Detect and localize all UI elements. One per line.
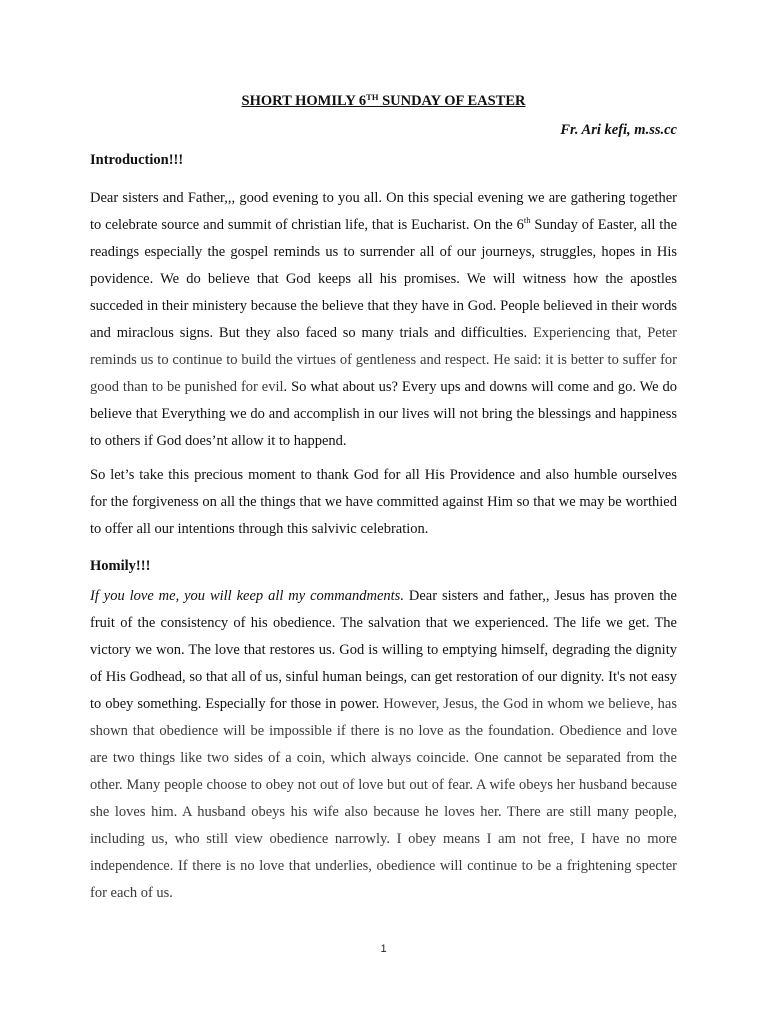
- title-superscript: TH: [366, 92, 379, 102]
- document-page: [90, 0, 677, 1024]
- page-title: SHORT HOMILY 6TH SUNDAY OF EASTER: [241, 92, 526, 109]
- scripture-quote: If you love me, you will keep all my commandments.: [90, 588, 404, 604]
- homily-heading: Homily!!!: [90, 558, 151, 574]
- page-number: 1: [380, 943, 387, 955]
- author-line: Fr. Ari kefi, m.ss.cc: [560, 122, 677, 138]
- introduction-heading: Introduction!!!: [90, 152, 184, 168]
- homily-paragraph-1: If you love me, you will keep all my commandments. Dear sisters and father,, Jesus has proven the fruit of the consistency of his obedience. The salvation that we experienced. The life we get. The victory we won. The love that restores us. God is willing to emptying himself, degrading the dignity of His Godhead, so that all of us, sinful human beings, can get restoration of our dignity. It's not easy to obey something. Especially for those in power. However, Jesus, the God in whom we believe, has shown that obedience will be impossible if there is no love as the foundation. Obedience and love are two things like two sides of a coin, which always coincide. One cannot be separated from the other. Many people choose to obey not out of love but out of fear. A wife obeys her husband because she loves him. A husband obeys his wife also because he loves her. There are still many people, including us, who still view obedience narrowly. I obey means I am not free, I have no more independence. If there is no love that underlies, obedience will continue to be a frightening specter for each of us.: [90, 588, 677, 901]
- peter-quote-text: Experiencing that, Peter reminds us to continue to build the virtues of gentleness and respect. He said: it is better to suffer for good than to be punished for evil: [90, 325, 677, 395]
- introduction-paragraph-1: Dear sisters and Father,,, good evening to you all. On this special evening we are gathering together to celebrate source and summit of christian life, that is Eucharist. On the 6th Sunday of Easter, all the readings especially the gospel reminds us to surrender all of our journeys, struggles, hopes in His povidence. We do believe that God keeps all his promises. We will witness how the apostles succeded in their ministery because the believe that they have in God. People believed in their words and miraclous signs. But they also faced so many trials and difficulties. Experiencing that, Peter reminds us to continue to build the virtues of gentleness and respect. He said: it is better to suffer for good than to be punished for evil. So what about us? Every ups and downs will come and go. We do believe that Everything we do and accomplish in our lives will not bring the blessings and happiness to others if God does’nt allow it to happend.: [90, 190, 678, 449]
- introduction-paragraph-2: So let’s take this precious moment to thank God for all His Providence and also humble ourselves for the forgiveness on all the things that we have committed against Him so that we may be worthied to offer all our intentions through this salvivic celebration.: [90, 467, 677, 537]
